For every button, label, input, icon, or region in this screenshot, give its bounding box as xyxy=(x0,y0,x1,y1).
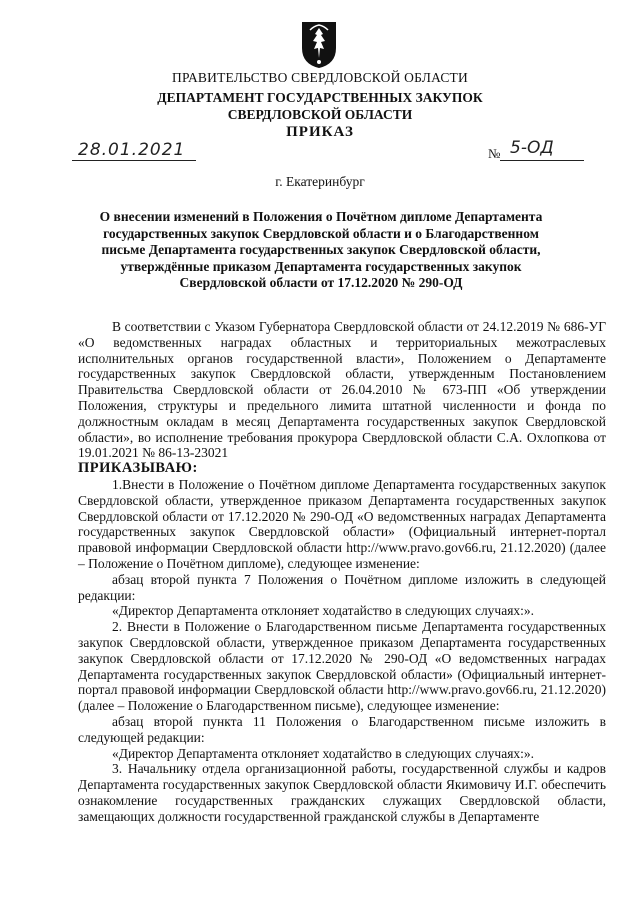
order-date: 28.01.2021 xyxy=(78,140,186,160)
department-name: ДЕПАРТАМЕНТ ГОСУДАРСТВЕННЫХ ЗАКУПОК СВЕРДЛОВСКОЙ ОБЛАСТИ xyxy=(157,90,483,122)
preamble-paragraph: В соответствии с Указом Губернатора Свердловской области от 24.12.2019 № 686-УГ «О ведомственных наградах областных и территориальных межотраслевых исполнительных органов государственной власти», Положением о Департаменте государственных закупок Свердловской области, утвержденным Постановлением Правительства Свердловской области от 26.04.2010 № 673-ПП «Об утверждении Положения, структуры и предельного лимита штатной численности и фонда по должностным окладам в месяц Департамента государственных закупок Свердловской области», во исполнение требования прокурора Свердловской области С.А. Охлопкова от 19.01.2021 № 86-13-23021 xyxy=(78,319,606,461)
paragraph-1-amendment: абзац второй пункта 7 Положения о Почётном дипломе изложить в следующей редакции: xyxy=(78,571,606,603)
order-word: ПРИКАЗЫВАЮ: xyxy=(78,460,198,477)
order-body xyxy=(78,319,606,825)
paragraph-2: 2. Внести в Положение о Благодарственном письме Департамента государственных закупок Свердловской области, утвержденное приказом Департамента государственных закупок Свердловской области от 17.12.2020 № 290-ОД «О ведомственных наградах Департамента государственных закупок Свердловской области» (Официальный интернет-портал правовой информации Свердловской области http://www.pravo.gov66.ru, 21.12.2020) (далее – Положение о Благодарственном письме), следующее изменение: xyxy=(78,619,606,714)
order-number: 5-ОД xyxy=(510,138,554,158)
paragraph-1-quote: «Директор Департамента отклоняет ходатайство в следующих случаях:». xyxy=(112,603,535,619)
doc-type: ПРИКАЗ xyxy=(286,124,354,140)
coat-of-arms-icon xyxy=(296,18,342,70)
government-name: ПРАВИТЕЛЬСТВО СВЕРДЛОВСКОЙ ОБЛАСТИ xyxy=(172,70,468,85)
paragraph-3: 3. Начальнику отдела организационной работы, государственной службы и кадров Департамента государственных закупок Свердловской области Якимовичу И.Г. обеспечить ознакомление государственных гражданских служащих Свердловской области, замещающих должности государственной гражданской службы в Департаменте xyxy=(78,761,606,824)
paragraph-2-quote: «Директор Департамента отклоняет ходатайство в следующих случаях:». xyxy=(112,745,535,761)
number-label: № xyxy=(488,146,501,161)
order-title: О внесении изменений в Положения о Почётном дипломе Департамента государственных закупок Свердловской области и о Благодарственном письме Департамента государственных закупок Свердловской области, утверждённые приказом Департамента государственных закупок Свердловской области от 17.12.2020 № 290-ОД xyxy=(99,209,543,290)
date-underline xyxy=(72,160,196,161)
number-underline xyxy=(500,160,584,161)
city: г. Екатеринбург xyxy=(275,174,365,189)
paragraph-1: 1.Внести в Положение о Почётном дипломе Департамента государственных закупок Свердловской области, утвержденное приказом Департамента государственных закупок Свердловской области от 17.12.2020 № 290-ОД «О ведомственных наградах Департамента государственных закупок Свердловской области» (Официальный интернет-портал правовой информации Свердловской области http://www.pravo.gov66.ru, 21.12.2020) (далее – Положение о Почётном дипломе), следующее изменение: xyxy=(78,476,606,571)
paragraph-2-amendment: абзац второй пункта 11 Положения о Благодарственном письме изложить в следующей редакции: xyxy=(78,713,606,745)
